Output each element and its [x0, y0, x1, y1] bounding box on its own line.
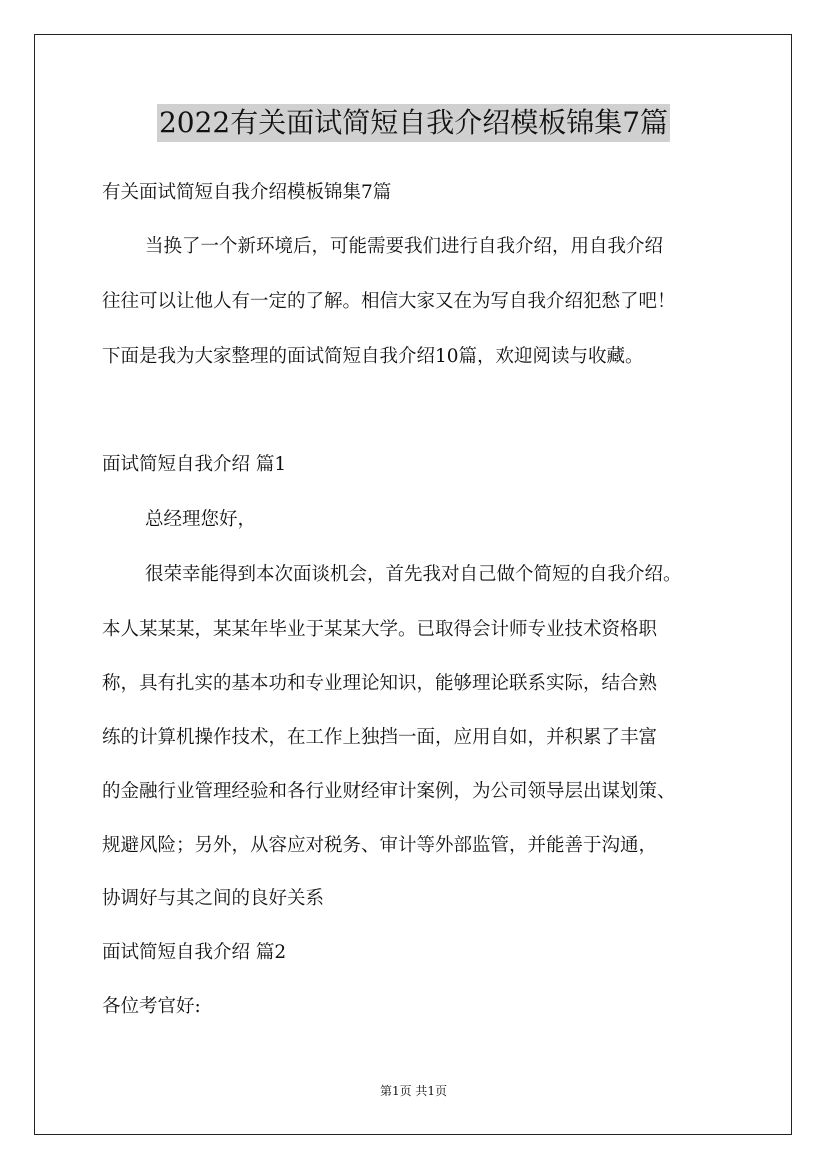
greeting-2: 各位考官好: — [102, 996, 201, 1017]
intro-line-3: 下面是我为大家整理的面试简短自我介绍10篇，欢迎阅读与收藏。 — [102, 346, 644, 367]
document-title: 2022有关面试简短自我介绍模板锦集7篇 — [157, 104, 670, 142]
section-heading-1: 面试简短自我介绍 篇1 — [102, 454, 287, 475]
body-line-5: 的金融行业管理经验和各行业财经审计案例，为公司领导层出谋划策、 — [102, 781, 676, 802]
document-subtitle: 有关面试简短自我介绍模板锦集7篇 — [102, 182, 392, 203]
body-line-1: 很荣幸能得到本次面谈机会，首先我对自己做个简短的自我介绍。 — [145, 564, 682, 585]
body-line-2: 本人某某某，某某年毕业于某某大学。已取得会计师专业技术资格职 — [102, 619, 658, 640]
body-line-6: 规避风险；另外，从容应对税务、审计等外部监管，并能善于沟通， — [102, 835, 658, 856]
body-line-4: 练的计算机操作技术，在工作上独挡一面，应用自如，并积累了丰富 — [102, 727, 658, 748]
intro-line-2: 往往可以让他人有一定的了解。相信大家又在为写自我介绍犯愁了吧！ — [102, 291, 676, 312]
title-wrap — [0, 104, 827, 142]
section-heading-2: 面试简短自我介绍 篇2 — [102, 942, 287, 963]
greeting-1: 总经理您好， — [145, 509, 257, 530]
page-footer: 第1页 共1页 — [379, 1084, 448, 1098]
body-line-7: 协调好与其之间的良好关系 — [102, 888, 325, 909]
intro-line-1: 当换了一个新环境后，可能需要我们进行自我介绍，用自我介绍 — [145, 236, 664, 257]
body-line-3: 称，具有扎实的基本功和专业理论知识，能够理论联系实际，结合熟 — [102, 673, 658, 694]
